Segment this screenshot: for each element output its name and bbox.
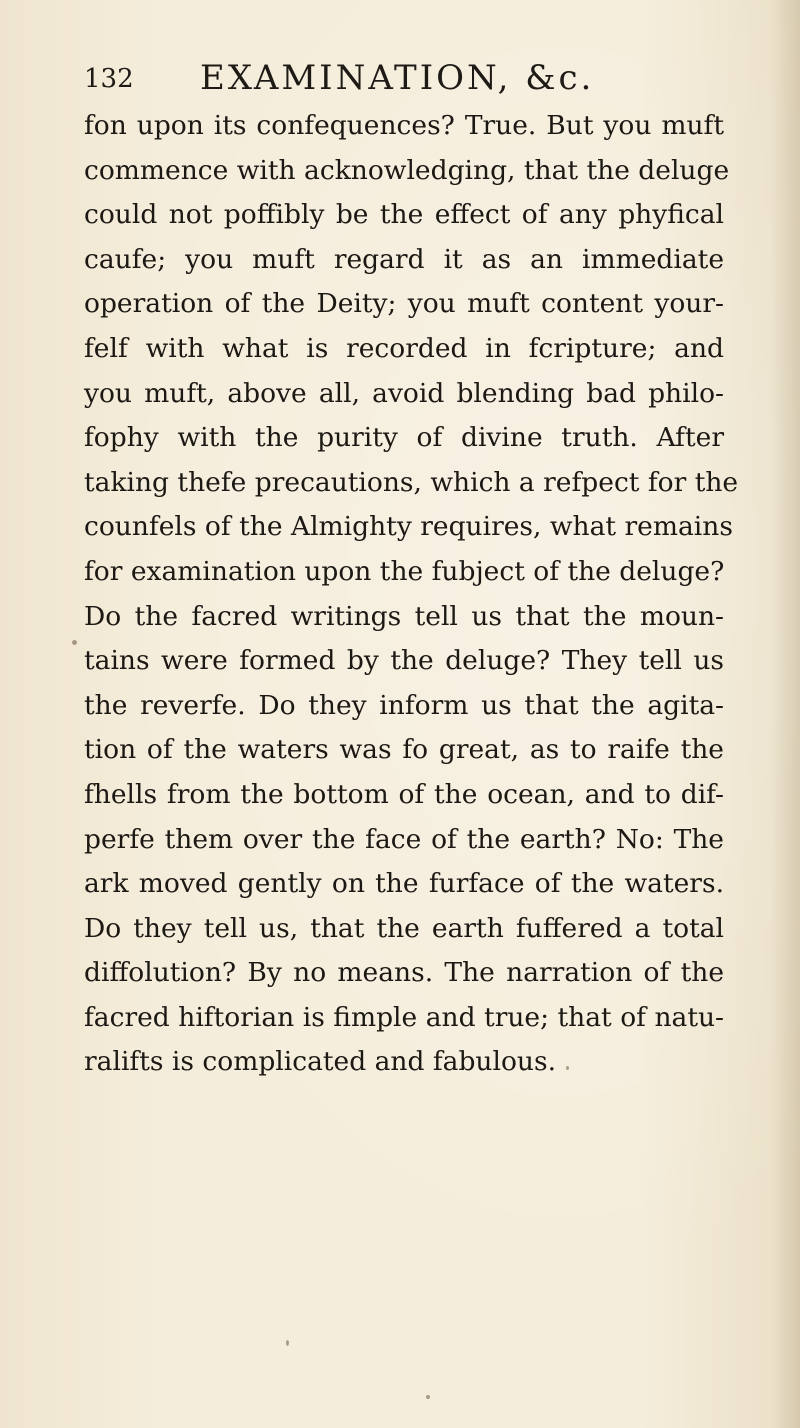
page-edge-shadow: [770, 0, 800, 1428]
paper-speck: [426, 1395, 430, 1399]
text-line: operation of the Deity; you muft content your-: [84, 288, 724, 320]
text-line: for examination upon the fubject of the deluge?: [84, 555, 725, 587]
text-line: tains were formed by the deluge? They tell us: [84, 645, 724, 677]
paper-speck: [286, 1340, 289, 1346]
body-text: [84, 104, 739, 1085]
text-line: facred hiftorian is fimple and true; that of natu-: [84, 1001, 724, 1033]
text-line: you muft, above all, avoid blending bad philo-: [84, 377, 724, 409]
text-line: caufe; you muft regard it as an immediate: [84, 243, 724, 275]
text-line: felf with what is recorded in fcripture; and: [84, 332, 724, 364]
text-line: the reverfe. Do they inform us that the agita-: [84, 689, 724, 721]
text-line: ralifts is complicated and fabulous.: [84, 1046, 557, 1078]
paper-speck: [566, 1066, 569, 1070]
text-line: fhells from the bottom of the ocean, and to dif-: [84, 778, 724, 810]
text-line: tion of the waters was fo great, as to raife the: [84, 734, 724, 766]
paper-speck: [72, 640, 77, 645]
page-header: [84, 58, 724, 102]
text-line: could not poffibly be the effect of any phyfical: [84, 199, 724, 231]
text-line: Do the facred writings tell us that the moun-: [84, 600, 724, 632]
text-line: ark moved gently on the furface of the waters.: [84, 868, 724, 900]
text-line: diffolution? By no means. The narration of the: [84, 957, 724, 989]
page-number: 132: [84, 64, 134, 94]
text-line: Do they tell us, that the earth fuffered a total: [84, 912, 724, 944]
text-line: counfels of the Almighty requires, what remains: [84, 511, 733, 543]
text-line: fon upon its confequences? True. But you muft: [84, 110, 724, 141]
running-head: EXAMINATION, &c.: [200, 58, 595, 98]
text-line: taking thefe precautions, which a refpect for the: [84, 466, 739, 498]
text-line: commence with acknowledging, that the deluge: [84, 154, 730, 186]
text-line: perfe them over the face of the earth? No: The: [84, 823, 724, 855]
text-line: fophy with the purity of divine truth. After: [84, 422, 724, 454]
